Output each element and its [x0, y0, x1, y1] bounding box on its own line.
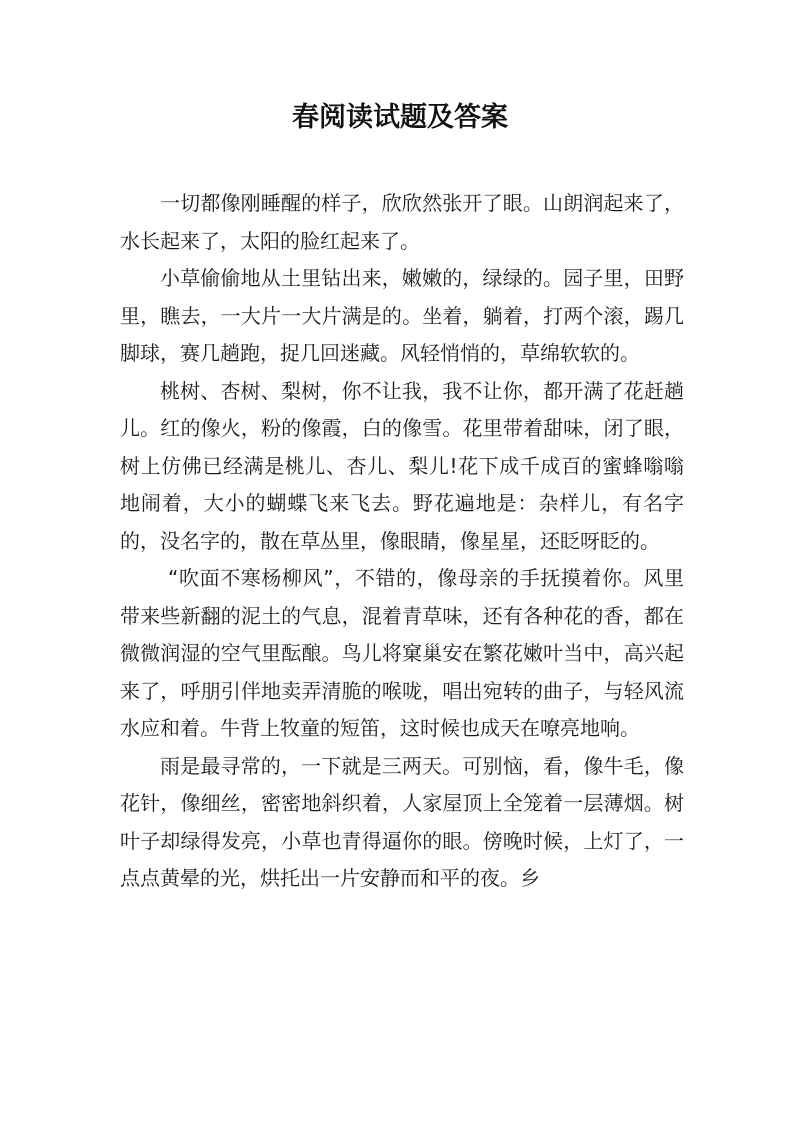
document-body [120, 185, 684, 898]
paragraph-5: 雨是最寻常的，一下就是三两天。可别恼，看，像牛毛，像花针，像细丝，密密地斜织着，人家屋顶上全笼着一层薄烟。树叶子却绿得发亮，小草也青得逼你的眼。傍晚时候，上灯了，一点点黄晕的光，烘托出一片安静而和平的夜。乡 [120, 753, 684, 890]
paragraph-1: 一切都像刚睡醒的样子，欣欣然张开了眼。山朗润起来了，水长起来了，太阳的脸红起来了。 [120, 191, 684, 253]
document-title: 春阅读试题及答案 [292, 102, 508, 133]
paragraph-4: “吹面不寒杨柳风”，不错的，像母亲的手抚摸着你。风里带来些新翻的泥土的气息，混着青草味，还有各种花的香，都在微微润湿的空气里酝酿。鸟儿将窠巢安在繁花嫩叶当中，高兴起来了，呼朋引伴地卖弄清脆的喉咙，唱出宛转的曲子，与轻风流水应和着。牛背上牧童的短笛，这时候也成天在嘹亮地响。 [120, 566, 684, 740]
paragraph-2: 小草偷偷地从土里钻出来，嫩嫩的，绿绿的。园子里，田野里，瞧去，一大片一大片满是的。坐着，躺着，打两个滚，踢几脚球，赛几趟跑，捉几回迷藏。风轻悄悄的，草绵软软的。 [120, 266, 684, 365]
paragraph-3: 桃树、杏树、梨树，你不让我，我不让你，都开满了花赶趟儿。红的像火，粉的像霞，白的像雪。花里带着甜味，闭了眼，树上仿佛已经满是桃儿、杏儿、梨儿!花下成千成百的蜜蜂嗡嗡地闹着，大小的蝴蝶飞来飞去。野花遍地是：杂样儿，有名字的，没名字的，散在草丛里，像眼睛，像星星，还眨呀眨的。 [120, 378, 684, 553]
